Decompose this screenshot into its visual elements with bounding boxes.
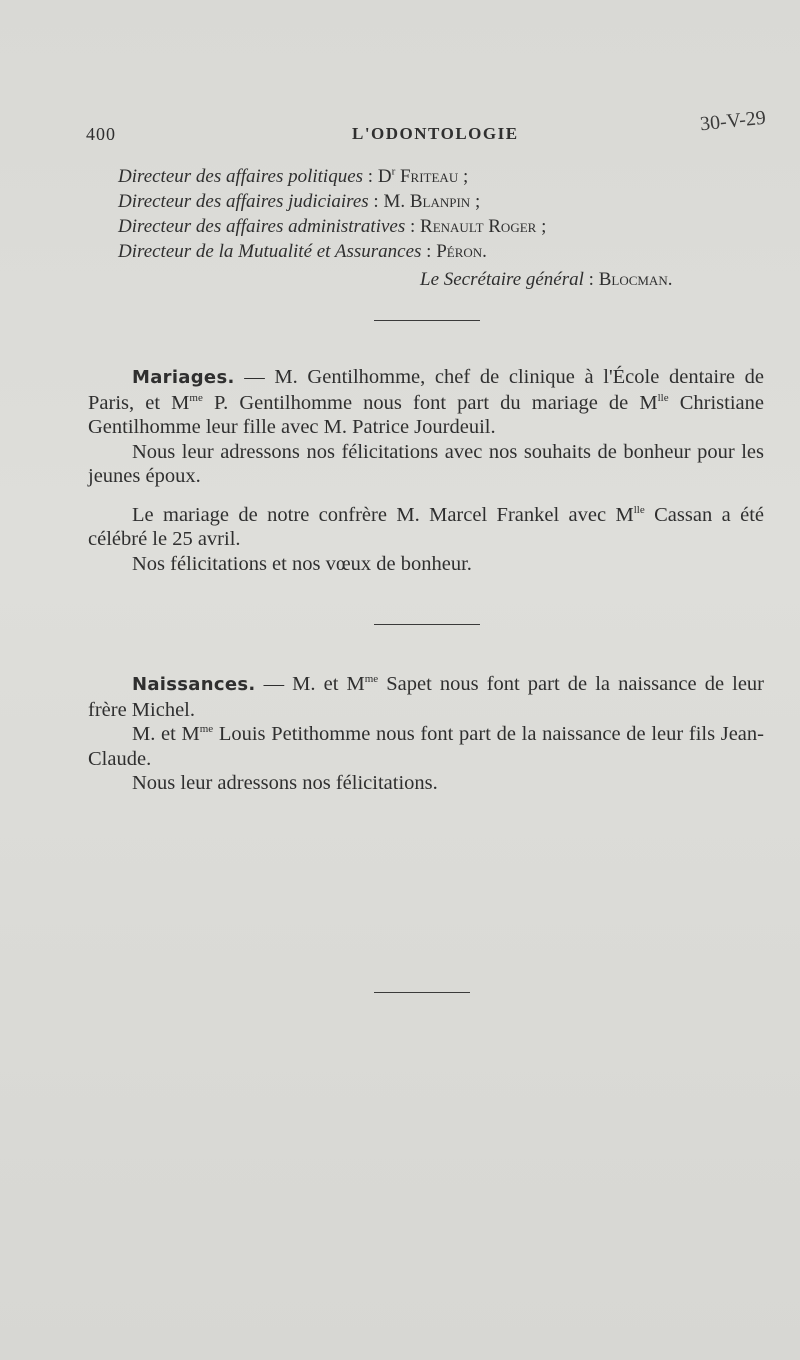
signature-role: Le Secrétaire général: [420, 269, 584, 290]
section-divider: [374, 320, 480, 321]
end-divider: [374, 992, 470, 993]
section-heading: Naissances.: [132, 674, 256, 695]
officers-list: [118, 164, 758, 264]
running-title: L'ODONTOLOGIE: [352, 124, 519, 143]
officer-role: Directeur de la Mutualité et Assurances: [118, 241, 422, 262]
officer-line: Directeur des affaires politiques : $D^r$ Friteau ;: [118, 165, 469, 187]
officer-line: Directeur des affaires judiciaires : M. Blanpin ;: [118, 191, 481, 212]
signature-name: Blocman.: [598, 269, 673, 290]
naissances-paragraph: M. et $M^{me}$ Louis Petithomme nous font part de la naissance de leur fils Jean-Claude.: [88, 723, 764, 770]
officer-role: Directeur des affaires administratives: [118, 216, 406, 237]
section-divider: [374, 624, 480, 625]
page-number: 400: [86, 124, 116, 144]
mariages-paragraph: Le mariage de notre confrère M. Marcel Frankel avec $M^{lle}$ Cassan a été célébré le 25 avril.: [88, 503, 764, 550]
naissances-section: [88, 672, 764, 796]
mariages-paragraph: Mariages. — M. Gentilhomme, chef de clinique à l'École dentaire de Paris, et $M^{me}$ P. Gentilhomme nous font part du mariage de $M^{lle}$ Christiane Gentilhomme leur fille avec M. Patrice Jourdeuil.: [88, 366, 764, 438]
section-heading: Mariages.: [132, 367, 235, 388]
officer-name: Blanpin: [409, 191, 471, 212]
officer-name: Friteau: [395, 166, 459, 187]
signature: Le Secrétaire général : Blocman.: [420, 269, 673, 290]
officer-name: Renault Roger: [420, 216, 537, 237]
officer-line: Directeur des affaires administratives : Renault Roger ;: [118, 216, 547, 237]
handwritten-date: 30-V-29: [699, 106, 767, 136]
officer-name: Péron: [436, 241, 483, 262]
mariages-paragraph: Nous leur adressons nos félicitations avec nos souhaits de bonheur pour les jeunes époux.: [88, 440, 764, 487]
page-header: [86, 106, 776, 148]
mariages-section: [88, 365, 764, 576]
naissances-paragraph: Nous leur adressons nos félicitations.: [132, 772, 438, 794]
mariages-paragraph: Nos félicitations et nos vœux de bonheur.: [132, 552, 472, 575]
officer-role: Directeur des affaires politiques: [118, 166, 364, 187]
officer-role: Directeur des affaires judiciaires: [118, 191, 369, 212]
naissances-paragraph: Naissances. — M. et $M^{me}$ Sapet nous font part de la naissance de leur frère Michel.: [88, 673, 765, 721]
officer-line: Directeur de la Mutualité et Assurances : Péron.: [118, 241, 487, 262]
